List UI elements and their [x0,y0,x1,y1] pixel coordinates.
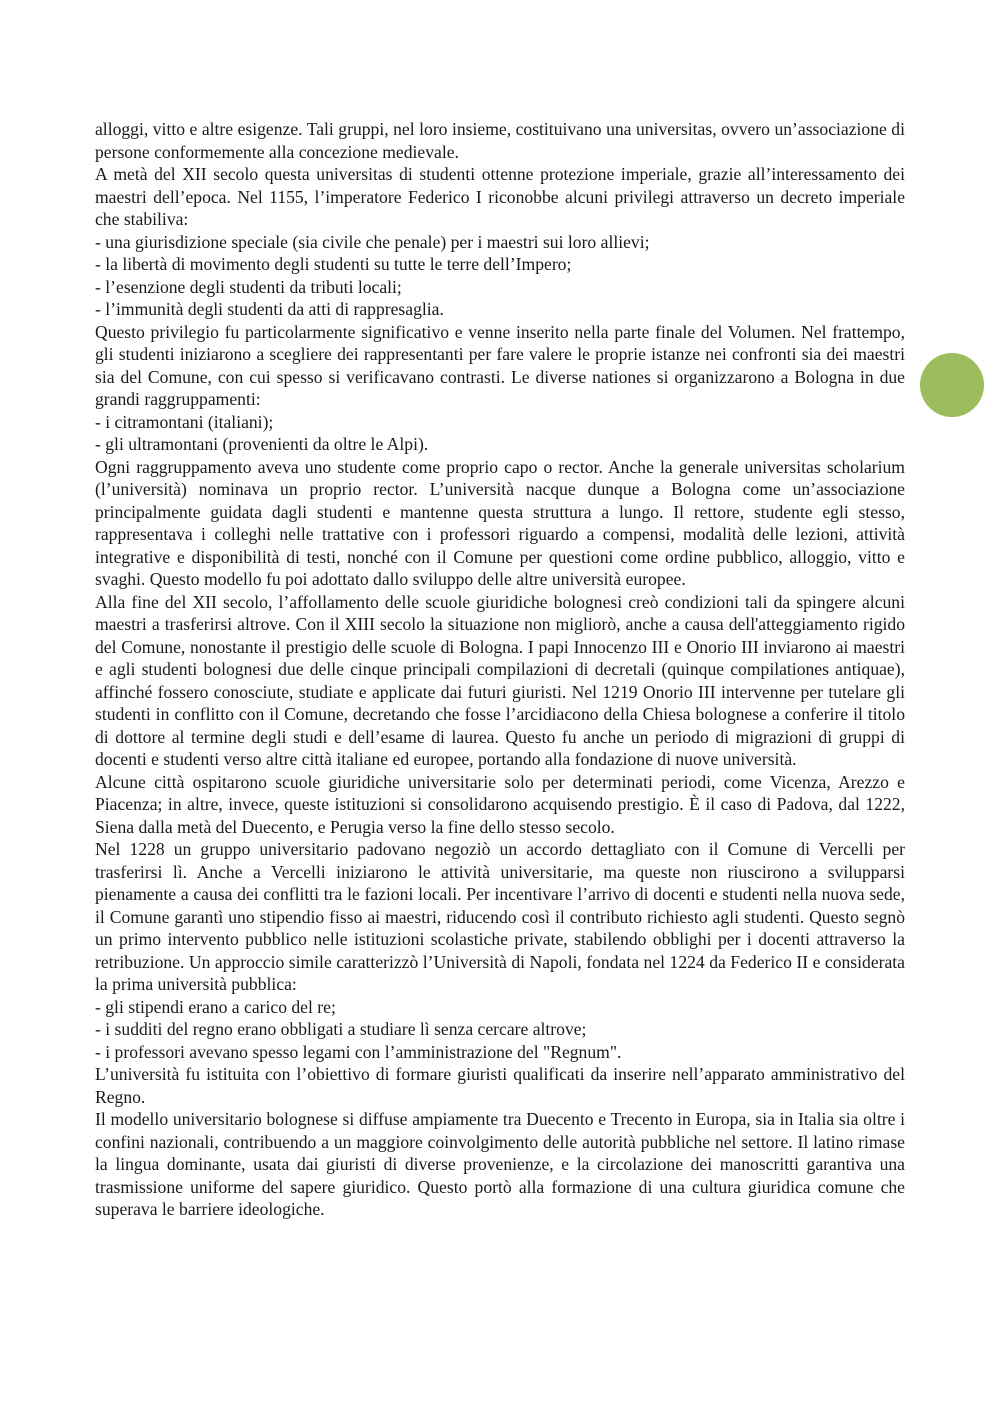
list-item: - gli stipendi erano a carico del re; [95,996,336,1017]
paragraph: L’università fu istituita con l’obiettivo di formare giuristi qualificati da inserire nell’apparato amministrativo del Regno. [95,1064,905,1107]
list-item: - i citramontani (italiani); [95,411,274,432]
list-item: - la libertà di movimento degli studenti su tutte le terre dell’Impero; [95,254,572,274]
decorative-green-circle [920,353,984,417]
list-item: - i sudditi del regno erano obbligati a studiare lì senza cercare altrove; [95,1019,587,1039]
list-item: - l’esenzione degli studenti da tributi locali; [95,276,402,297]
paragraph: A metà del XII secolo questa universitas di studenti ottenne protezione imperiale, grazie all’interessamento dei maestri dell’epoca. Nel 1155, l’imperatore Federico I riconobbe alcuni privilegi attraverso un decreto imperiale che stabiliva: [95,164,905,229]
paragraph: Il modello universitario bolognese si diffuse ampiamente tra Duecento e Trecento in Europa, sia in Italia sia oltre i confini nazionali, contribuendo a un maggiore coinvolgimento delle autorità pubbliche nel settore. Il latino rimase la lingua dominante, usata dai giuristi di diverse provenienze, e la circolazione dei manoscritti garantiva una trasmissione uniforme del sapere giuridico. Questo portò alla formazione di una cultura giuridica comune che superava le barriere ideologiche. [95,1109,905,1219]
document-body [95,118,905,1221]
list-item: - gli ultramontani (provenienti da oltre le Alpi). [95,434,429,454]
paragraph: Ogni raggruppamento aveva uno studente come proprio capo o rector. Anche la generale universitas scholarium (l’università) nominava un proprio rector. L’università nacque dunque a Bologna come un’associazione principalmente guidata dagli studenti e mantenne questa struttura a lungo. Il rettore, studente egli stesso, rappresentava i colleghi nelle trattative con i professori riguardo a compensi, modalità delle lezioni, attività integrative e disponibilità di testi, nonché con il Comune per questioni come ordine pubblico, alloggio, vitto e svaghi. Questo modello fu poi adottato dallo sviluppo delle altre università europee. [95,456,905,589]
paragraph: Alla fine del XII secolo, l’affollamento delle scuole giuridiche bolognesi creò condizioni tali da spingere alcuni maestri a trasferirsi altrove. Con il XIII secolo la situazione non migliorò, anche a causa dell'atteggiamento rigido del Comune, nonostante il prestigio delle scuole di Bologna. I papi Innocenzo III e Onorio III inviarono ai maestri e agli studenti bolognesi due delle cinque principali compilazioni di decretali (quinque compilationes antiquae), affinché fossero conosciute, studiate e applicate dai futuri giuristi. Nel 1219 Onorio III intervenne per tutelare gli studenti in conflitto con il Comune, decretando che fosse l’arcidiacono della Chiesa bolognese a conferire il titolo di dottore al termine degli studi e dell’esame di laurea. Questo fu anche un periodo di migrazioni di gruppi di docenti e studenti verso altre città italiane ed europee, portando alla fondazione di nuove università. [95,591,905,769]
list-item: - i professori avevano spesso legami con l’amministrazione del "Regnum". [95,1041,622,1062]
paragraph: Nel 1228 un gruppo universitario padovano negoziò un accordo dettagliato con il Comune di Vercelli per trasferirsi lì. Anche a Vercelli iniziarono le attività universitarie, ma queste non riuscirono a svilupparsi pienamente a causa dei conflitti tra le fazioni locali. Per incentivare l’arrivo di docenti e studenti nella nuova sede, il Comune garantì uno stipendio fisso ai maestri, riducendo così il contributo richiesto agli studenti. Questo segnò un primo intervento pubblico nelle istituzioni scolastiche private, stabilendo obblighi per i docenti attraverso la retribuzione. Un approccio simile caratterizzò l’Università di Napoli, fondata nel 1224 da Federico II e considerata la prima università pubblica: [95,839,905,994]
list-item: - una giurisdizione speciale (sia civile che penale) per i maestri sui loro allievi; [95,231,650,252]
paragraph: Alcune città ospitarono scuole giuridiche universitarie solo per determinati periodi, come Vicenza, Arezzo e Piacenza; in altre, invece, queste istituzioni si consolidarono acquisendo prestigio. È il caso di Padova, dal 1222, Siena dalla metà del Duecento, e Perugia verso la fine dello stesso secolo. [95,771,905,837]
paragraph: Questo privilegio fu particolarmente significativo e venne inserito nella parte finale del Volumen. Nel frattempo, gli studenti iniziarono a scegliere dei rappresentanti per fare valere le proprie istanze nei confronti sia dei maestri sia del Comune, con cui spesso si verificavano contrasti. Le diverse nationes si organizzarono a Bologna in due grandi raggruppamenti: [95,321,905,409]
paragraph: alloggi, vitto e altre esigenze. Tali gruppi, nel loro insieme, costituivano una universitas, ovvero un’associazione di persone conformemente alla concezione medievale. [95,119,905,162]
list-item: - l’immunità degli studenti da atti di rappresaglia. [95,299,444,319]
